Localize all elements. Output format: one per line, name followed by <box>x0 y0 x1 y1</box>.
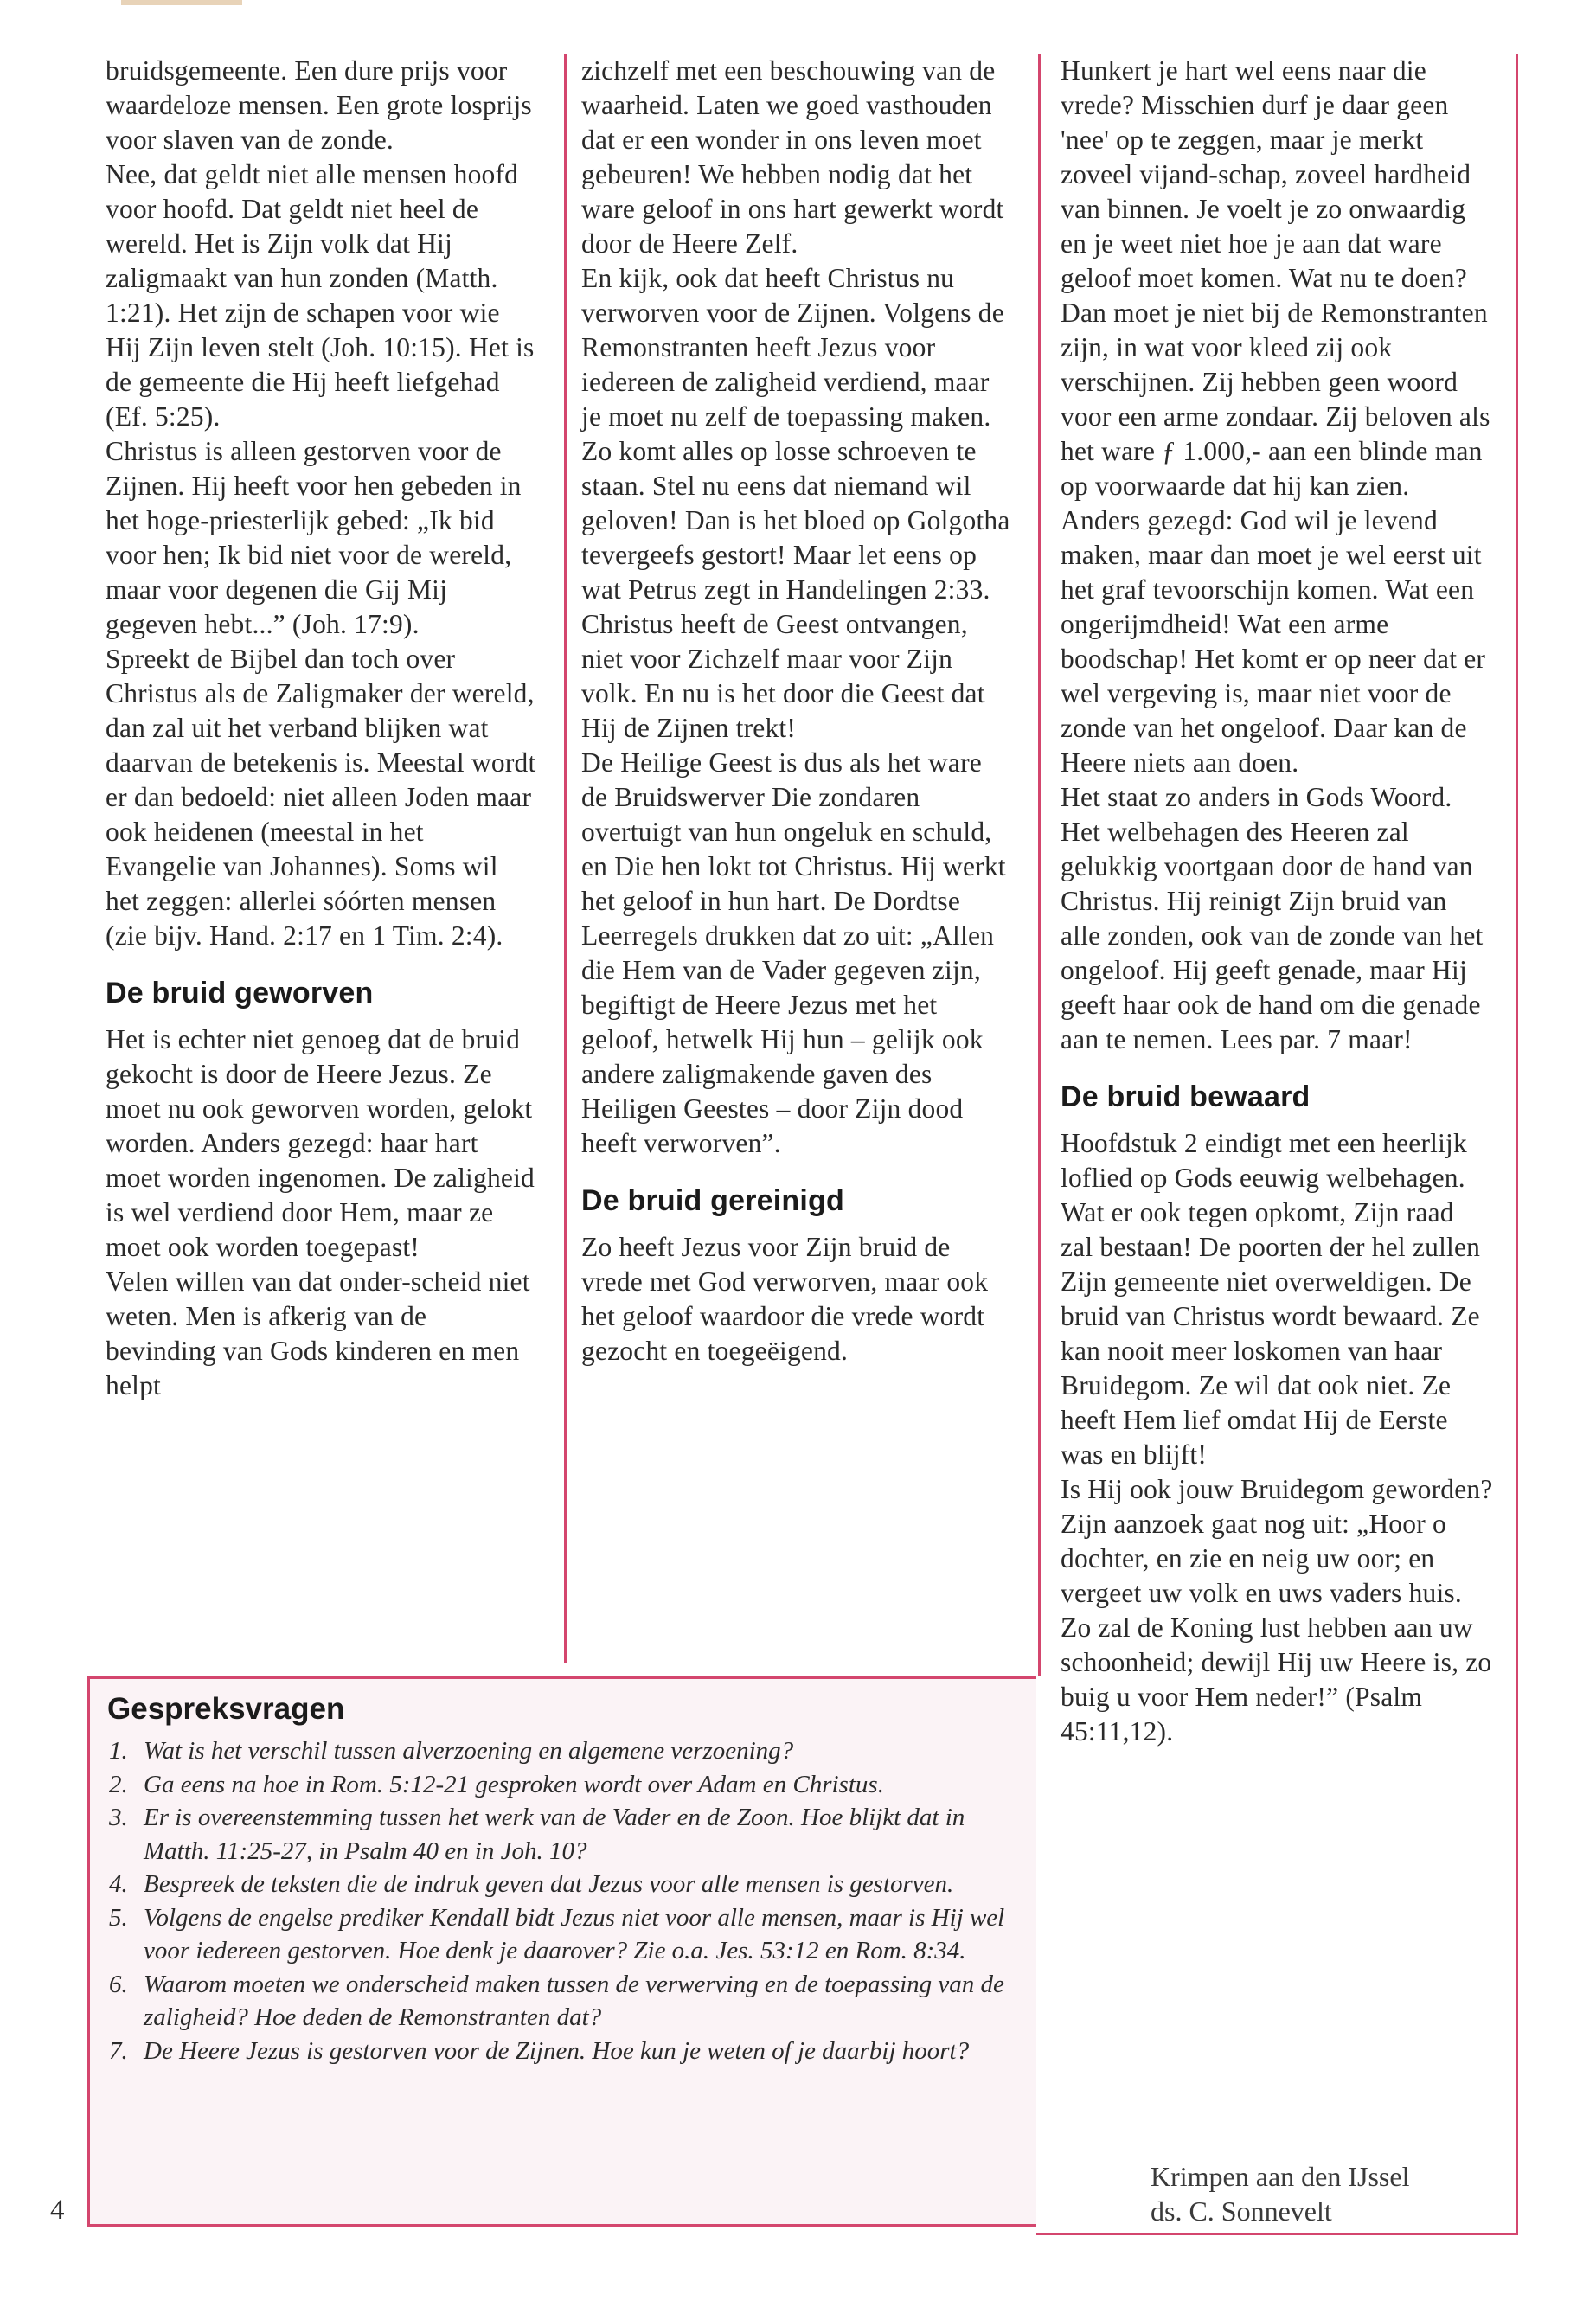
article-column-3 <box>1061 54 1493 1749</box>
question-text: De Heere Jezus is gestorven voor de Zijnen. Hoe kun je weten of je daarbij hoort? <box>144 2036 970 2065</box>
question-text: Bespreek de teksten die de indruk geven dat Jezus voor alle mensen is gestorven. <box>144 1870 954 1898</box>
question-number: 7. <box>109 2036 128 2065</box>
section-heading-geworven: De bruid geworven <box>106 977 374 1009</box>
question-item <box>107 1968 1024 2035</box>
page-number: 4 <box>50 2195 65 2226</box>
section-heading-gereinigd: De bruid gereinigd <box>581 1184 844 1217</box>
signature-place: Krimpen aan den IJssel <box>1151 2161 1410 2192</box>
col2-paragraph-1: En kijk, ook dat heeft Christus nu verworven voor de Zijnen. Volgens de Remonstranten heeft Jezus voor iedereen de zaligheid verdiend, maar je moet nu zelf de toepassing maken. Zo komt alles op losse schroeven te staan. Stel nu eens dat niemand wil geloven! Dan is het bloed op Golgotha tevergeefs gestort! Maar let eens op wat Petrus zegt in Handelingen 2:33. Christus heeft de Geest ontvangen, niet voor Zichzelf maar voor Zijn volk. En nu is het door die Geest dat Hij de Zijnen trekt! <box>581 263 1010 743</box>
page-rule-right <box>1516 54 1518 2235</box>
col3-paragraph-5: Is Hij ook jouw Bruidegom geworden? Zijn aanzoek gaat nog uit: „Hoor o dochter, en zie en neig uw oor; en vergeet uw volk en uws vaders huis. Zo zal de Koning lust hebben aan uw schoonheid; dewijl Hij uw Heere is, zo buig u voor Hem neder!” (Psalm 45:11,12). <box>1061 1474 1493 1747</box>
question-item <box>107 1734 1024 1768</box>
question-number: 4. <box>109 1870 128 1898</box>
question-text: Waarom moeten we onderscheid maken tussen de verwerving en de toepassing van de zaligheid? Hoe deden de Remonstranten dat? <box>144 1970 1004 2031</box>
col3-paragraph-4: Hoofdstuk 2 eindigt met een heerlijk loflied op Gods eeuwig welbehagen. Wat er ook tegen opkomt, Zijn raad zal bestaan! De poorten der hel zullen Zijn gemeente niet overweldigen. De bruid van Christus wordt bewaard. Ze kan nooit meer loskomen van haar Bruidegom. Ze wil dat ook niet. Ze heeft Hem lief omdat Hij de Eerste was en blijft! <box>1061 1128 1481 1470</box>
col1-paragraph-4: Het is echter niet genoeg dat de bruid gekocht is door de Heere Jezus. Ze moet nu ook geworven worden, gelokt worden. Anders gezegd: haar hart moet worden ingenomen. De zaligheid is wel verdiend door Hem, maar ze moet ook worden toegepast! <box>106 1024 535 1262</box>
question-item <box>107 1868 1024 1901</box>
discussion-questions-box <box>87 1676 1036 2227</box>
col1-paragraph-5: Velen willen van dat onder-scheid niet weten. Men is afkerig van de bevinding van Gods kinderen en men helpt <box>106 1266 530 1400</box>
question-number: 1. <box>109 1737 128 1765</box>
questions-title: Gespreksvragen <box>107 1692 345 1726</box>
question-item <box>107 1768 1024 1802</box>
question-number: 2. <box>109 1770 128 1798</box>
question-item <box>107 2035 1024 2068</box>
question-number: 3. <box>109 1804 128 1831</box>
question-item <box>107 1801 1024 1868</box>
col2-paragraph-3: Zo heeft Jezus voor Zijn bruid de vrede met God verworven, maar ook het geloof waardoor die vrede wordt gezocht en toegeëigend. <box>581 1232 989 1366</box>
signature-author: ds. C. Sonnevelt <box>1151 2195 1332 2227</box>
question-text: Er is overeenstemming tussen het werk van de Vader en de Zoon. Hoe blijkt dat in Matth. 11:25-27, in Psalm 40 en in Joh. 10? <box>144 1804 965 1865</box>
column-rule-left <box>564 54 567 1663</box>
page-rule-bottom <box>1036 2233 1518 2235</box>
col2-paragraph-2: De Heilige Geest is dus als het ware de Bruidswerver Die zondaren overtuigt van hun ongeluk en schuld, en Die hen lokt tot Christus. Hij werkt het geloof in hun hart. De Dordtse Leerregels drukken dat zo uit: „Allen die Hem van de Vader gegeven zijn, begiftigt de Heere Jezus met het geloof, hetwelk Hij hun – gelijk ook andere zaligmakende gaven des Heiligen Geestes – door Zijn dood heeft verworven”. <box>581 747 1006 1158</box>
col1-paragraph-3: Spreekt de Bijbel dan toch over Christus als de Zaligmaker der wereld, dan zal uit het verband blijken wat daarvan de betekenis is. Meestal wordt er dan bedoeld: niet alleen Joden maar ook heidenen (meestal in het Evangelie van Johannes). Soms wil het zeggen: allerlei sóórten mensen (zie bijv. Hand. 2:17 en 1 Tim. 2:4). <box>106 644 536 951</box>
questions-list <box>107 1734 1024 2067</box>
question-number: 5. <box>109 1903 128 1932</box>
question-text: Wat is het verschil tussen alverzoening en algemene verzoening? <box>144 1737 794 1765</box>
col1-intro: bruidsgemeente. Een dure prijs voor waardeloze mensen. Een grote losprijs voor slaven van de zonde. <box>106 55 532 155</box>
article-column-1 <box>106 54 538 1403</box>
col1-paragraph-2: Christus is alleen gestorven voor de Zijnen. Hij heeft voor hen gebeden in het hoge-priesterlijk gebed: „Ik bid voor hen; Ik bid niet voor de wereld, maar voor degenen die Gij Mij gegeven hebt...” (Joh. 17:9). <box>106 436 522 639</box>
article-column-2 <box>581 54 1014 1368</box>
col3-paragraph-3: Het staat zo anders in Gods Woord. Het welbehagen des Heeren zal gelukkig voortgaan door de hand van Christus. Hij reinigt Zijn bruid van alle zonden, ook van de zonde van het ongeloof. Hij geeft genade, maar Hij geeft haar ook de hand om die genade aan te nemen. Lees par. 7 maar! <box>1061 782 1484 1054</box>
question-item <box>107 1901 1024 1968</box>
column-rule-right <box>1038 54 1041 1676</box>
section-heading-bewaard: De bruid bewaard <box>1061 1080 1311 1113</box>
author-signature <box>1151 2159 1409 2228</box>
col1-paragraph-1: Nee, dat geldt niet alle mensen hoofd voor hoofd. Dat geldt niet heel de wereld. Het is Zijn volk dat Hij zaligmaakt van hun zonden (Matth. 1:21). Het zijn de schapen voor wie Hij Zijn leven stelt (Joh. 10:15). Het is de gemeente die Hij heeft liefgehad (Ef. 5:25). <box>106 159 535 432</box>
col3-paragraph-2: Dan moet je niet bij de Remonstranten zijn, in wat voor kleed zij ook verschijnen. Zij hebben geen woord voor een arme zondaar. Zij beloven als het ware ƒ 1.000,- aan een blinde man op voorwaarde dat hij kan zien. Anders gezegd: God wil je levend maken, maar dan moet je wel eerst uit het graf tevoorschijn komen. Wat een ongerijmdheid! Wat een arme boodschap! Het komt er op neer dat er wel vergeving is, maar niet voor de zonde van het ongeloof. Daar kan de Heere niets aan doen. <box>1061 298 1490 778</box>
col3-paragraph-1: Hunkert je hart wel eens naar die vrede? Misschien durf je daar geen 'nee' op te zeggen, maar je merkt zoveel vijand-schap, zoveel hardheid van binnen. Je voelt je zo onwaardig en je weet niet hoe je aan dat ware geloof moet komen. Wat nu te doen? <box>1061 55 1471 293</box>
top-decoration-bar <box>121 0 242 5</box>
question-number: 6. <box>109 1970 128 1998</box>
question-text: Volgens de engelse prediker Kendall bidt Jezus niet voor alle mensen, maar is Hij wel voor iedereen gestorven. Hoe denk je daarover? Zie o.a. Jes. 53:12 en Rom. 8:34. <box>144 1903 1005 1965</box>
question-text: Ga eens na hoe in Rom. 5:12-21 gesproken wordt over Adam en Christus. <box>144 1770 884 1798</box>
col2-intro: zichzelf met een beschouwing van de waarheid. Laten we goed vasthouden dat er een wonder in ons leven moet gebeuren! We hebben nodig dat het ware geloof in ons hart gewerkt wordt door de Heere Zelf. <box>581 55 1004 259</box>
